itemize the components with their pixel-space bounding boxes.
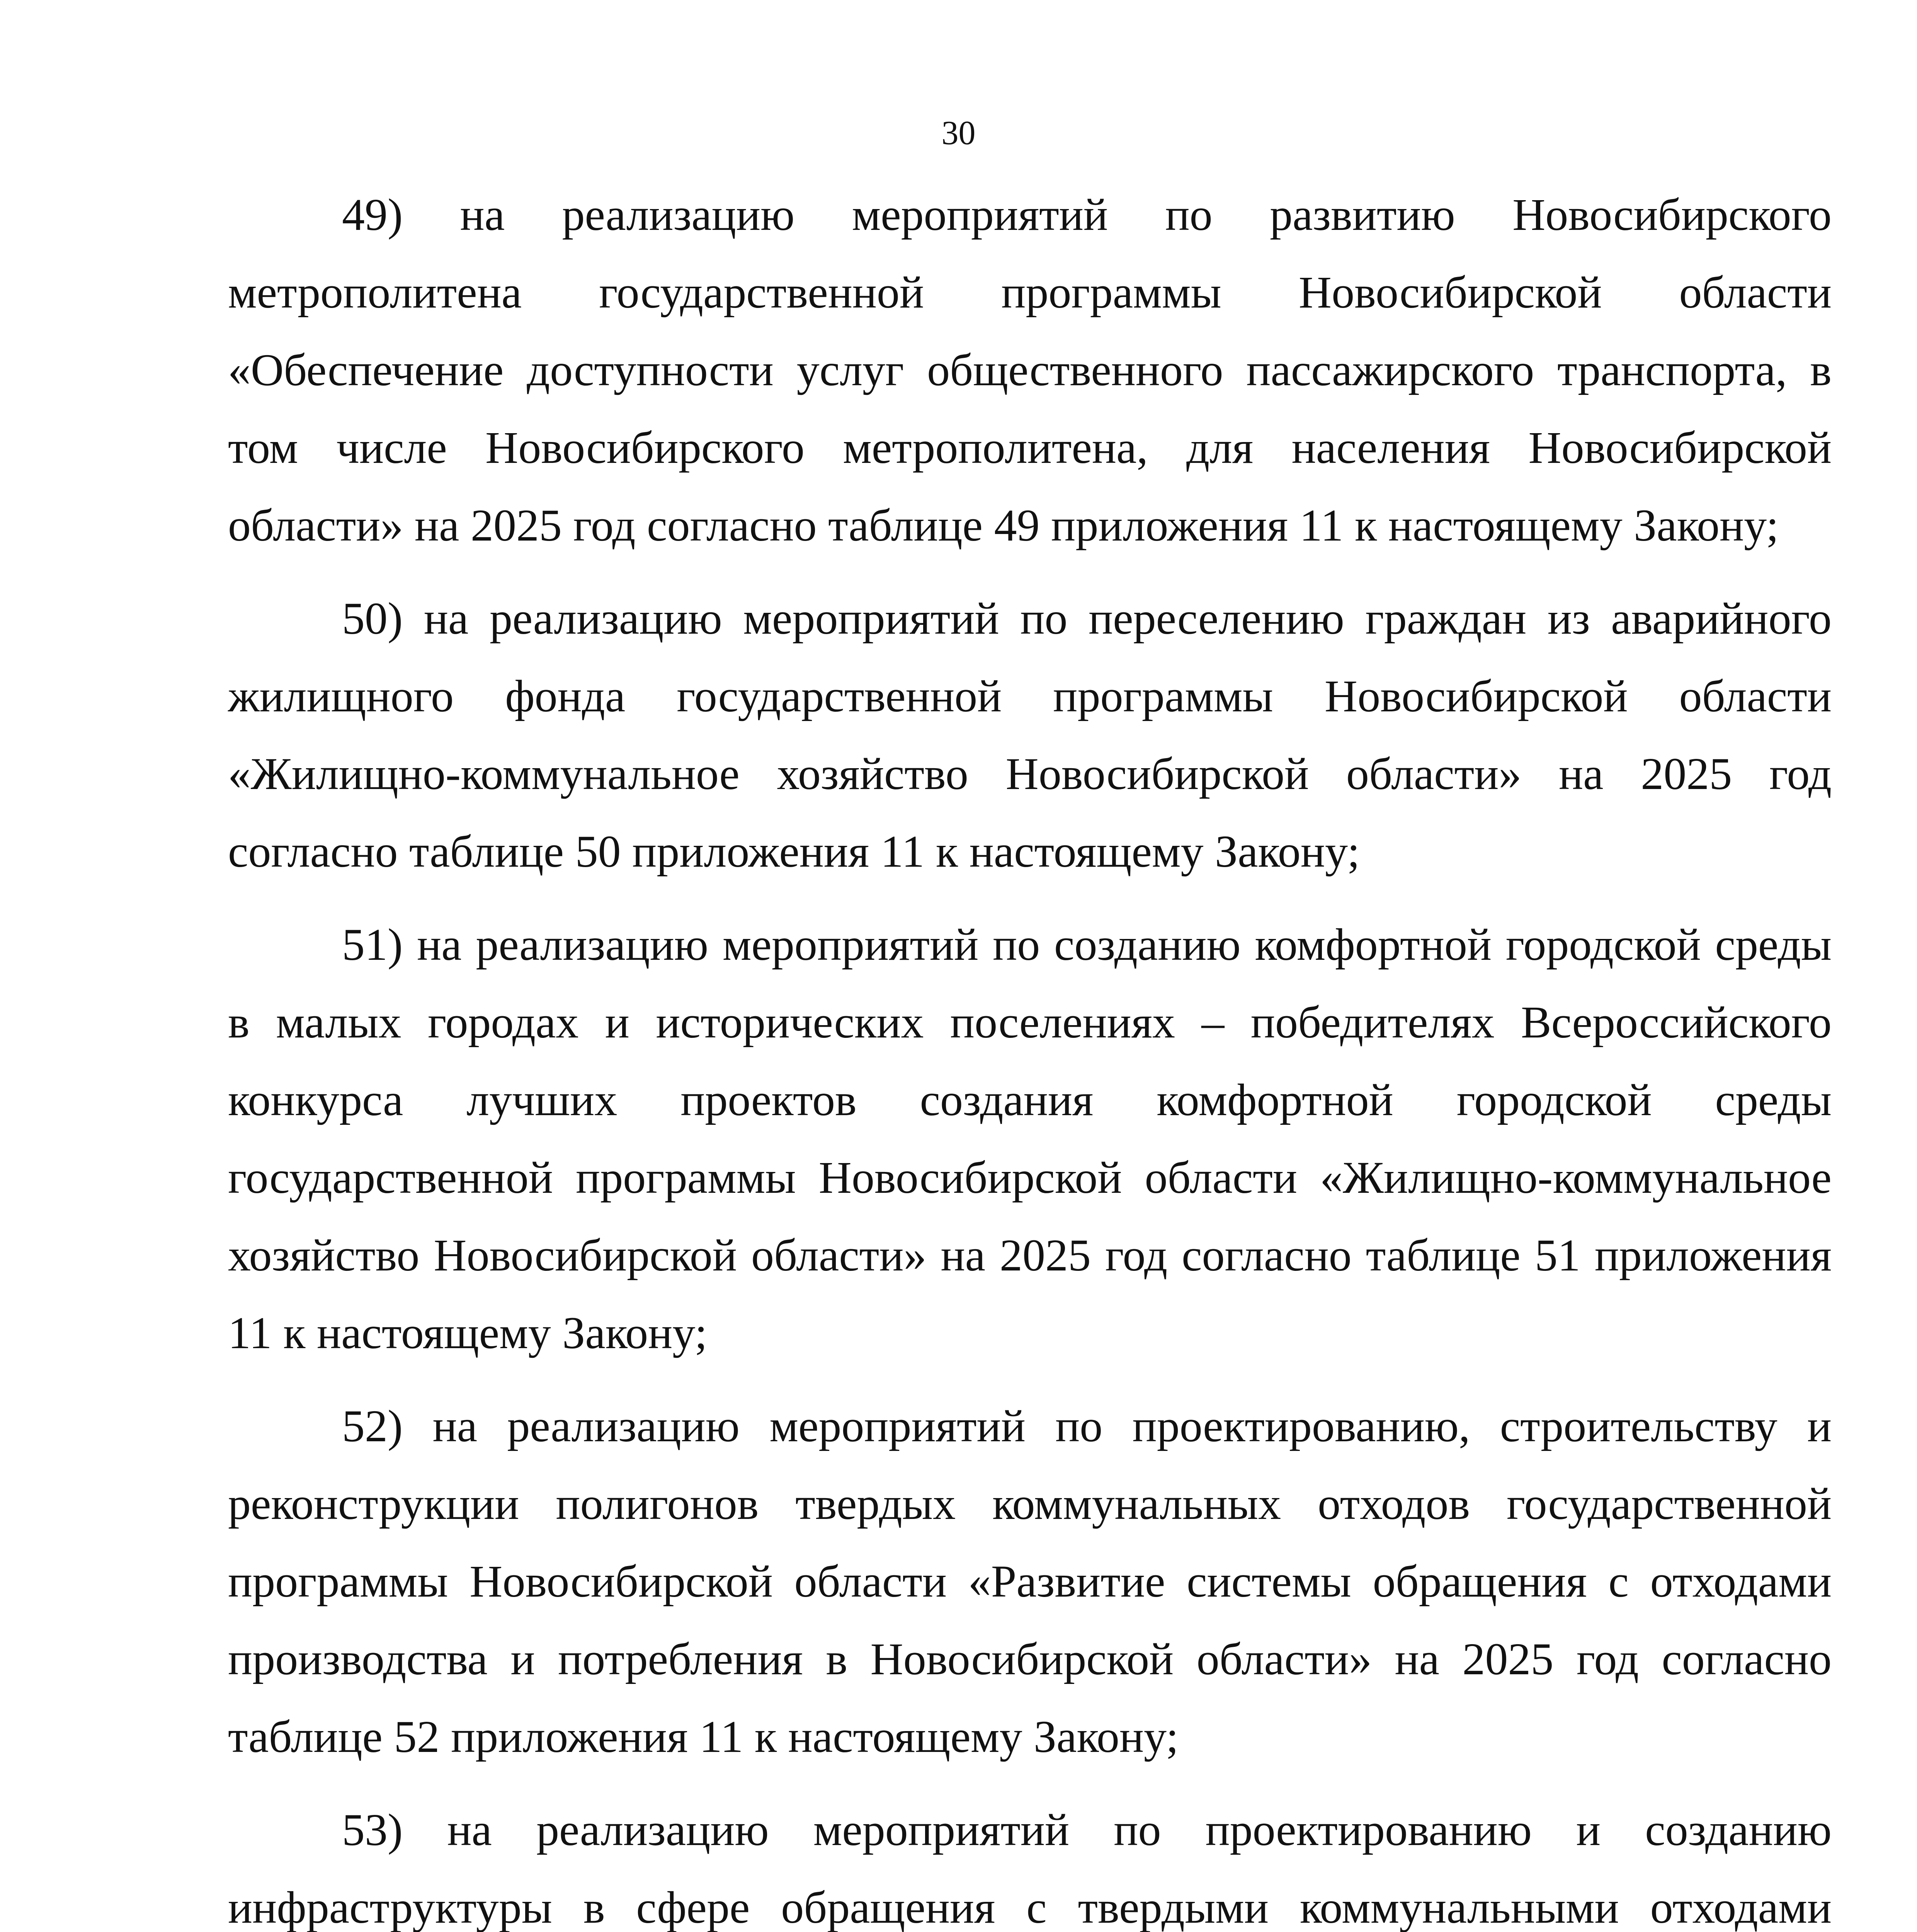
item-text: на реализацию мероприятий по развитию Новосибирского метрополитена государственной программы Новосибирской области «Обеспечение доступности услуг общественного пассажирского транспорта, в том числе Новосибирского метрополитена, для населения Новосибирской области» на 2025 год согласно таблице 49 приложения 11 к настоящему Закону; xyxy=(228,189,1832,551)
item-number: 52) xyxy=(342,1401,403,1451)
item-text: на реализацию мероприятий по переселению граждан из аварийного жилищного фонда государственной программы Новосибирской области «Жилищно-коммунальное хозяйство Новосибирской области» на 2025 год согласно таблице 50 приложения 11 к настоящему Закону; xyxy=(228,593,1832,877)
item-number: 49) xyxy=(342,189,403,240)
list-item-53 xyxy=(228,1791,1832,1932)
list-item-49 xyxy=(228,176,1832,564)
document-body xyxy=(228,176,1832,1932)
item-text: на реализацию мероприятий по проектированию, строительству и реконструкции полигонов твердых коммунальных отходов государственной программы Новосибирской области «Развитие системы обращения с отходами производства и потребления в Новосибирской области» на 2025 год согласно таблице 52 приложения 11 к настоящему Закону; xyxy=(228,1401,1832,1762)
list-item-50 xyxy=(228,580,1832,890)
item-number: 51) xyxy=(342,919,403,970)
list-item-51 xyxy=(228,906,1832,1372)
item-text: на реализацию мероприятий по созданию комфортной городской среды в малых городах и исторических поселениях – победителях Всероссийского конкурса лучших проектов создания комфортной городской среды государственной программы Новосибирской области «Жилищно-коммунальное хозяйство Новосибирской области» на 2025 год согласно таблице 51 приложения 11 к настоящему Закону; xyxy=(228,919,1832,1358)
list-item-52 xyxy=(228,1387,1832,1776)
item-number: 50) xyxy=(342,593,403,644)
item-number: 53) xyxy=(342,1804,403,1855)
page-number: 30 xyxy=(941,114,976,152)
item-text: на реализацию мероприятий по проектированию и созданию инфраструктуры в сфере обращения с твердыми коммунальными отходами xyxy=(228,1804,1832,1932)
